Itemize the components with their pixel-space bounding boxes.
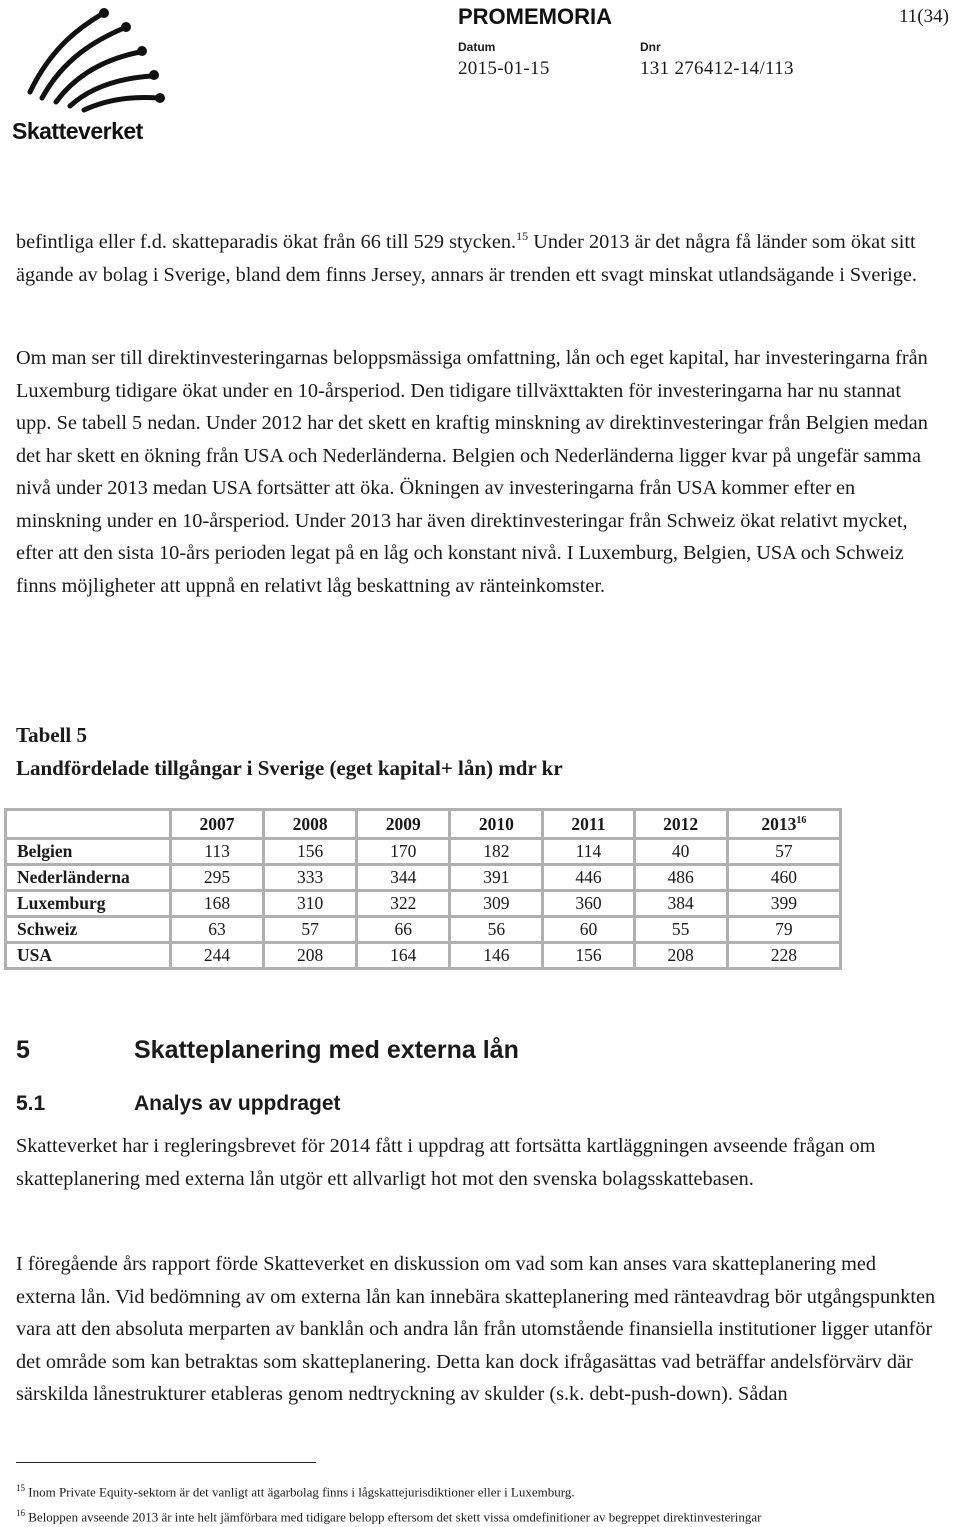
year-header: 2007: [171, 810, 264, 839]
value-cell: 146: [450, 943, 543, 969]
dnr-label: Dnr: [640, 40, 661, 54]
paragraph-3: Skatteverket har i regleringsbrevet för 2014 fått i uppdrag att fortsätta kartläggningen avseende frågan om skatteplanering med externa lån utgör ett allvarligt hot mot den svenska bolagsskattebasen.: [16, 1135, 876, 1190]
value-cell: 208: [264, 943, 357, 969]
value-cell: 399: [727, 891, 840, 917]
country-cell: Nederländerna: [6, 865, 171, 891]
year-header: 2011: [543, 810, 634, 839]
value-cell: 295: [171, 865, 264, 891]
value-cell: 446: [543, 865, 634, 891]
value-cell: 322: [357, 891, 450, 917]
paragraph-1-end: Under 2013 är det några få länder som ökat sitt ägande av bolag i Sverige, bland dem finns Jersey, annars är trenden ett svagt minskat utlandsägande i Sverige.: [16, 231, 917, 286]
footnote-text: Beloppen avseende 2013 är inte helt jämförbara med tidigare belopp eftersom det skett vissa omdefinitioner av begreppet direktinvesteringar: [25, 1509, 762, 1525]
footnote-text: Inom Private Equity-sektorn är det vanligt att ägarbolag finns i lågskattejurisdiktioner eller i Luxemburg.: [25, 1484, 575, 1500]
value-cell: 208: [634, 943, 727, 969]
value-cell: 333: [264, 865, 357, 891]
year-header: 2009: [357, 810, 450, 839]
value-cell: 244: [171, 943, 264, 969]
section-number: 5: [16, 1036, 30, 1064]
table-row: [6, 917, 841, 943]
paragraph-2: Om man ser till direktinvesteringarnas beloppsmässiga omfattning, lån och eget kapital, har investeringarna från Luxemburg tidigare ökat under en 10-årsperiod. Den tidigare tillväxttakten för investeringarna har nu stannat upp. Se tabell 5 nedan. Under 2012 har det skett en kraftig minskning av direktinvesteringar från Belgien medan det har skett en ökning från USA och Nederländerna. Belgien och Nederländerna ligger kvar på ungefär samma nivå under 2013 medan USA fortsätter att öka. Ökningen av investeringarna från USA kommer efter en minskning under en 10-årsperiod. Under 2013 har även direktinvesteringar från Schweiz ökat relativt mycket, efter att den sista 10-års perioden legat på en låg och konstant nivå. I Luxemburg, Belgien, USA och Schweiz finns möjligheter att uppnå en relativt låg beskattning av ränteinkomster.: [16, 347, 928, 597]
dnr-value: 131 276412-14/113: [640, 58, 794, 79]
country-cell: Luxemburg: [6, 891, 171, 917]
value-cell: 168: [171, 891, 264, 917]
paragraph-1-start: befintliga eller f.d. skatteparadis ökat från 66 till 529 stycken.: [16, 231, 517, 253]
table-caption-title: Landfördelade tillgångar i Sverige (eget kapital+ lån) mdr kr: [16, 756, 563, 780]
value-cell: 114: [543, 839, 634, 865]
date-label: Datum: [458, 40, 496, 54]
value-cell: 57: [264, 917, 357, 943]
value-cell: 360: [543, 891, 634, 917]
value-cell: 60: [543, 917, 634, 943]
crown-emblem-icon: [12, 6, 168, 118]
paragraph-1: [16, 226, 936, 291]
footnote: [16, 1505, 761, 1525]
subsection-number: 5.1: [16, 1092, 46, 1115]
value-cell: 57: [727, 839, 840, 865]
table-row: [6, 865, 841, 891]
value-cell: 228: [727, 943, 840, 969]
value-cell: 384: [634, 891, 727, 917]
subsection-title: Analys av uppdraget: [134, 1092, 341, 1115]
date-value: 2015-01-15: [458, 58, 550, 79]
year-header: 2010: [450, 810, 543, 839]
year-header-label: 2013: [761, 813, 797, 834]
year-header: 2008: [264, 810, 357, 839]
document-type: PROMEMORIA: [458, 4, 612, 29]
table-corner-cell: [6, 810, 171, 839]
value-cell: 460: [727, 865, 840, 891]
table-row: [6, 943, 841, 969]
value-cell: 79: [727, 917, 840, 943]
skatteverket-logo: [12, 6, 168, 142]
year-header: 2012: [634, 810, 727, 839]
footnote-ref-16[interactable]: 16: [796, 814, 807, 826]
value-cell: 56: [450, 917, 543, 943]
country-cell: USA: [6, 943, 171, 969]
year-header-2013: [727, 810, 840, 839]
value-cell: 182: [450, 839, 543, 865]
value-cell: 391: [450, 865, 543, 891]
value-cell: 486: [634, 865, 727, 891]
footnote-number: 15: [16, 1483, 25, 1493]
assets-table: [4, 808, 842, 970]
footnote-ref-15[interactable]: 15: [516, 229, 529, 244]
country-cell: Belgien: [6, 839, 171, 865]
value-cell: 55: [634, 917, 727, 943]
page-number: 11(34): [899, 6, 949, 27]
table-row: [6, 839, 841, 865]
value-cell: 156: [264, 839, 357, 865]
value-cell: 66: [357, 917, 450, 943]
table-header-row: [6, 810, 841, 839]
logo-wordmark: Skatteverket: [12, 118, 143, 144]
value-cell: 40: [634, 839, 727, 865]
section-title: Skatteplanering med externa lån: [134, 1036, 519, 1064]
paragraph-4: I föregående års rapport förde Skatteverket en diskussion om vad som kan anses vara skatteplanering med externa lån. Vid bedömning av om externa lån kan innebära skatteplanering med ränteavdrag bör utgångspunkten vara att den absoluta merparten av banklån och andra lån från utomstående finansiella institutioner ligger utanför det område som kan betraktas som skatteplanering. Detta kan dock ifrågasättas vad beträffar andelsförvärv där särskilda lånestrukturer etableras genom nedtryckning av skulder (s.k. debt-push-down). Sådan: [16, 1253, 936, 1405]
section-heading: [16, 1036, 519, 1065]
value-cell: 63: [171, 917, 264, 943]
value-cell: 344: [357, 865, 450, 891]
table-row: [6, 891, 841, 917]
footnote-number: 16: [16, 1508, 25, 1518]
value-cell: 164: [357, 943, 450, 969]
footnote-divider: [16, 1462, 316, 1463]
value-cell: 156: [543, 943, 634, 969]
value-cell: 309: [450, 891, 543, 917]
footnote: [16, 1480, 575, 1500]
value-cell: 170: [357, 839, 450, 865]
country-cell: Schweiz: [6, 917, 171, 943]
value-cell: 310: [264, 891, 357, 917]
table-caption-number: Tabell 5: [16, 723, 87, 747]
value-cell: 113: [171, 839, 264, 865]
subsection-heading: [16, 1092, 341, 1116]
